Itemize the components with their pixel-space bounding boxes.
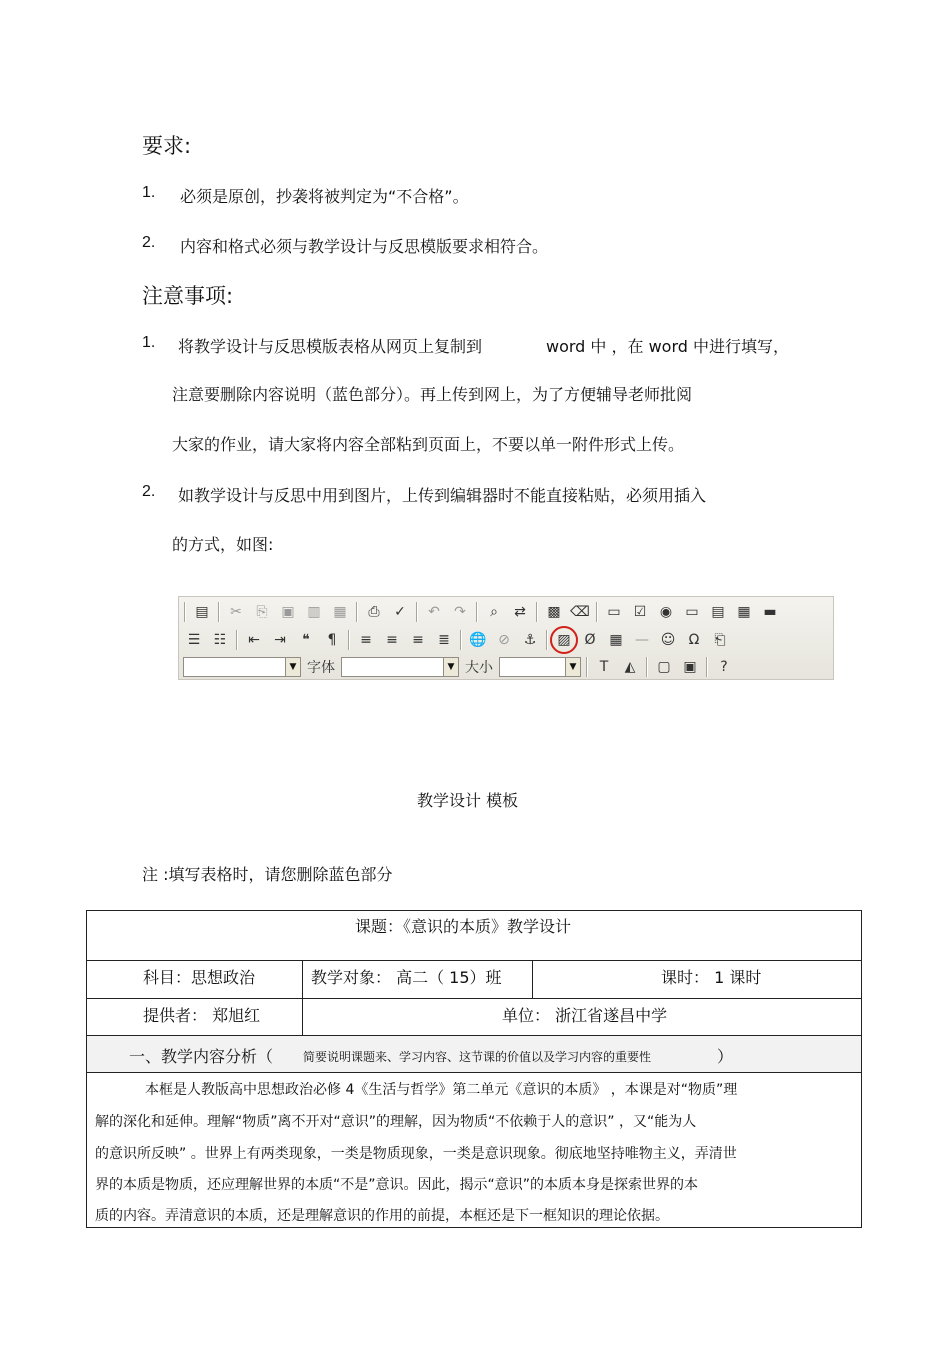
- table-topic: 课题：《意识的本质》教学设计: [355, 917, 572, 936]
- undo-icon[interactable]: ↶: [428, 604, 440, 620]
- anchor-icon[interactable]: ⚓: [523, 632, 537, 648]
- textfield-icon[interactable]: ▭: [685, 604, 699, 620]
- section1-body-line: 界的本质是物质，还应理解世界的本质“不是”意识。因此，揭示“意识”的本质本身是探索世界的本: [95, 1177, 699, 1193]
- font-select[interactable]: [341, 657, 459, 677]
- section1-close: ）: [717, 1047, 734, 1066]
- paste-icon[interactable]: ▣: [281, 604, 295, 620]
- requirement-2-number: 2.: [142, 234, 156, 251]
- page-break-icon[interactable]: ⎗: [714, 632, 726, 648]
- format-select[interactable]: [183, 657, 301, 677]
- note-1-line1b: word 中 ，在 word 中进行填写，: [546, 337, 790, 356]
- note-1-line3: 大家的作业，请大家将内容全部粘到页面上，不要以单一附件形式上传。: [172, 435, 685, 454]
- note-2-line2: 的方式，如图:: [172, 535, 274, 554]
- section1-body-line: 解的深化和延伸。理解“物质”离不开对“意识”的理解，因为物质“不依赖于人的意识” ，又“能为人: [95, 1114, 697, 1130]
- note-1-line2: 注意要删除内容说明（蓝色部分）。再上传到网上，为了方便辅导老师批阅: [172, 385, 693, 404]
- special-char-icon[interactable]: Ω: [688, 632, 700, 648]
- toolbar-row-3: [181, 654, 831, 680]
- chevron-down-icon: ▼: [443, 658, 458, 676]
- paste-text-icon[interactable]: ▥: [307, 604, 321, 620]
- section1-body-line: 本框是人教版高中思想政治必修 4《生活与哲学》第二单元《意识的本质》 ，本课是对“物质”理: [145, 1082, 738, 1098]
- unlink-icon[interactable]: ⊘: [498, 632, 510, 648]
- toolbar-row-2: [181, 627, 831, 653]
- font-label: 字体: [307, 660, 335, 676]
- select-all-icon[interactable]: ▩: [547, 604, 561, 620]
- spellcheck-icon[interactable]: ✓: [394, 604, 406, 620]
- source-icon[interactable]: ▤: [195, 604, 209, 620]
- radio-icon[interactable]: ◉: [659, 604, 673, 620]
- select-field-icon[interactable]: ▦: [737, 604, 751, 620]
- table-hours: 课时： 1 课时: [661, 968, 762, 987]
- ordered-list-icon[interactable]: ☰: [187, 632, 201, 648]
- blockquote-icon[interactable]: ❝: [302, 632, 310, 648]
- text-color-icon[interactable]: T: [599, 659, 609, 675]
- table-audience: 教学对象： 高二（ 15）班: [311, 968, 502, 987]
- smiley-icon[interactable]: ☺: [660, 632, 676, 648]
- flash-icon[interactable]: Ø: [584, 632, 596, 648]
- about-icon[interactable]: ?: [720, 659, 728, 675]
- outdent-icon[interactable]: ⇤: [248, 632, 260, 648]
- toolbar-row-1: [181, 599, 831, 625]
- table-unit: 单位： 浙江省遂昌中学: [502, 1006, 668, 1025]
- checkbox-icon[interactable]: ☑: [633, 604, 647, 620]
- redo-icon[interactable]: ↷: [454, 604, 466, 620]
- link-icon[interactable]: 🌐: [469, 632, 487, 648]
- table-provider: 提供者： 郑旭红: [143, 1006, 261, 1025]
- template-title: 教学设计 模板: [417, 791, 519, 810]
- section1-body-line: 质的内容。弄清意识的本质，还是理解意识的作用的前提，本框还是下一框知识的理论依据。: [95, 1208, 669, 1224]
- note-1-line1a: 将教学设计与反思模版表格从网页上复制到: [178, 337, 483, 356]
- paste-word-icon[interactable]: ▦: [333, 604, 347, 620]
- print-icon[interactable]: ⎙: [368, 604, 380, 620]
- show-blocks-icon[interactable]: ▣: [683, 659, 697, 675]
- find-icon[interactable]: ⌕: [490, 604, 498, 620]
- requirement-1-text: 必须是原创，抄袭将被判定为“不合格”。: [180, 187, 469, 206]
- align-center-icon[interactable]: ≡: [386, 632, 398, 648]
- textarea-icon[interactable]: ▤: [711, 604, 725, 620]
- lesson-design-table: [86, 910, 862, 1228]
- chevron-down-icon: ▼: [285, 658, 300, 676]
- unordered-list-icon[interactable]: ☷: [213, 632, 227, 648]
- requirement-2-text: 内容和格式必须与教学设计与反思模版要求相符合。: [180, 237, 549, 256]
- remove-format-icon[interactable]: ⌫: [570, 604, 590, 620]
- requirements-heading: 要求:: [142, 134, 192, 158]
- copy-icon[interactable]: ⎘: [256, 604, 268, 620]
- template-note: 注 :填写表格时，请您删除蓝色部分: [142, 865, 393, 884]
- cut-icon[interactable]: ✂: [230, 604, 242, 620]
- image-icon[interactable]: ▨: [550, 626, 578, 654]
- section1-title: 一、教学内容分析（: [129, 1047, 274, 1066]
- indent-icon[interactable]: ⇥: [274, 632, 286, 648]
- section1-body-line: 的意识所反映” 。世界上有两类现象，一类是物质现象，一类是意识现象。彻底地坚持唯物主义，弄清世: [95, 1146, 737, 1162]
- horizontal-rule-icon[interactable]: —: [635, 632, 649, 648]
- note-1-number: 1.: [142, 334, 156, 351]
- size-label: 大小: [465, 660, 493, 676]
- replace-icon[interactable]: ⇄: [514, 604, 526, 620]
- notes-heading: 注意事项:: [142, 284, 234, 308]
- editor-toolbar-image: [178, 596, 834, 680]
- section1-hint: 简要说明课题来、学习内容、这节课的价值以及学习内容的重要性: [303, 1050, 652, 1064]
- maximize-icon[interactable]: ▢: [657, 659, 671, 675]
- table-subject: 科目：思想政治: [143, 968, 256, 987]
- justify-icon[interactable]: ≣: [438, 632, 450, 648]
- chevron-down-icon: ▼: [565, 658, 580, 676]
- requirement-1-number: 1.: [142, 184, 156, 201]
- form-icon[interactable]: ▭: [607, 604, 621, 620]
- note-2-number: 2.: [142, 483, 156, 500]
- table-icon[interactable]: ▦: [609, 632, 623, 648]
- align-left-icon[interactable]: ≡: [360, 632, 372, 648]
- div-icon[interactable]: ¶: [327, 632, 337, 648]
- size-select[interactable]: [499, 657, 581, 677]
- button-icon[interactable]: ▬: [763, 604, 777, 620]
- align-right-icon[interactable]: ≡: [412, 632, 424, 648]
- bg-color-icon[interactable]: ◭: [624, 659, 636, 675]
- note-2-line1: 如教学设计与反思中用到图片，上传到编辑器时不能直接粘贴，必须用插入: [178, 486, 707, 505]
